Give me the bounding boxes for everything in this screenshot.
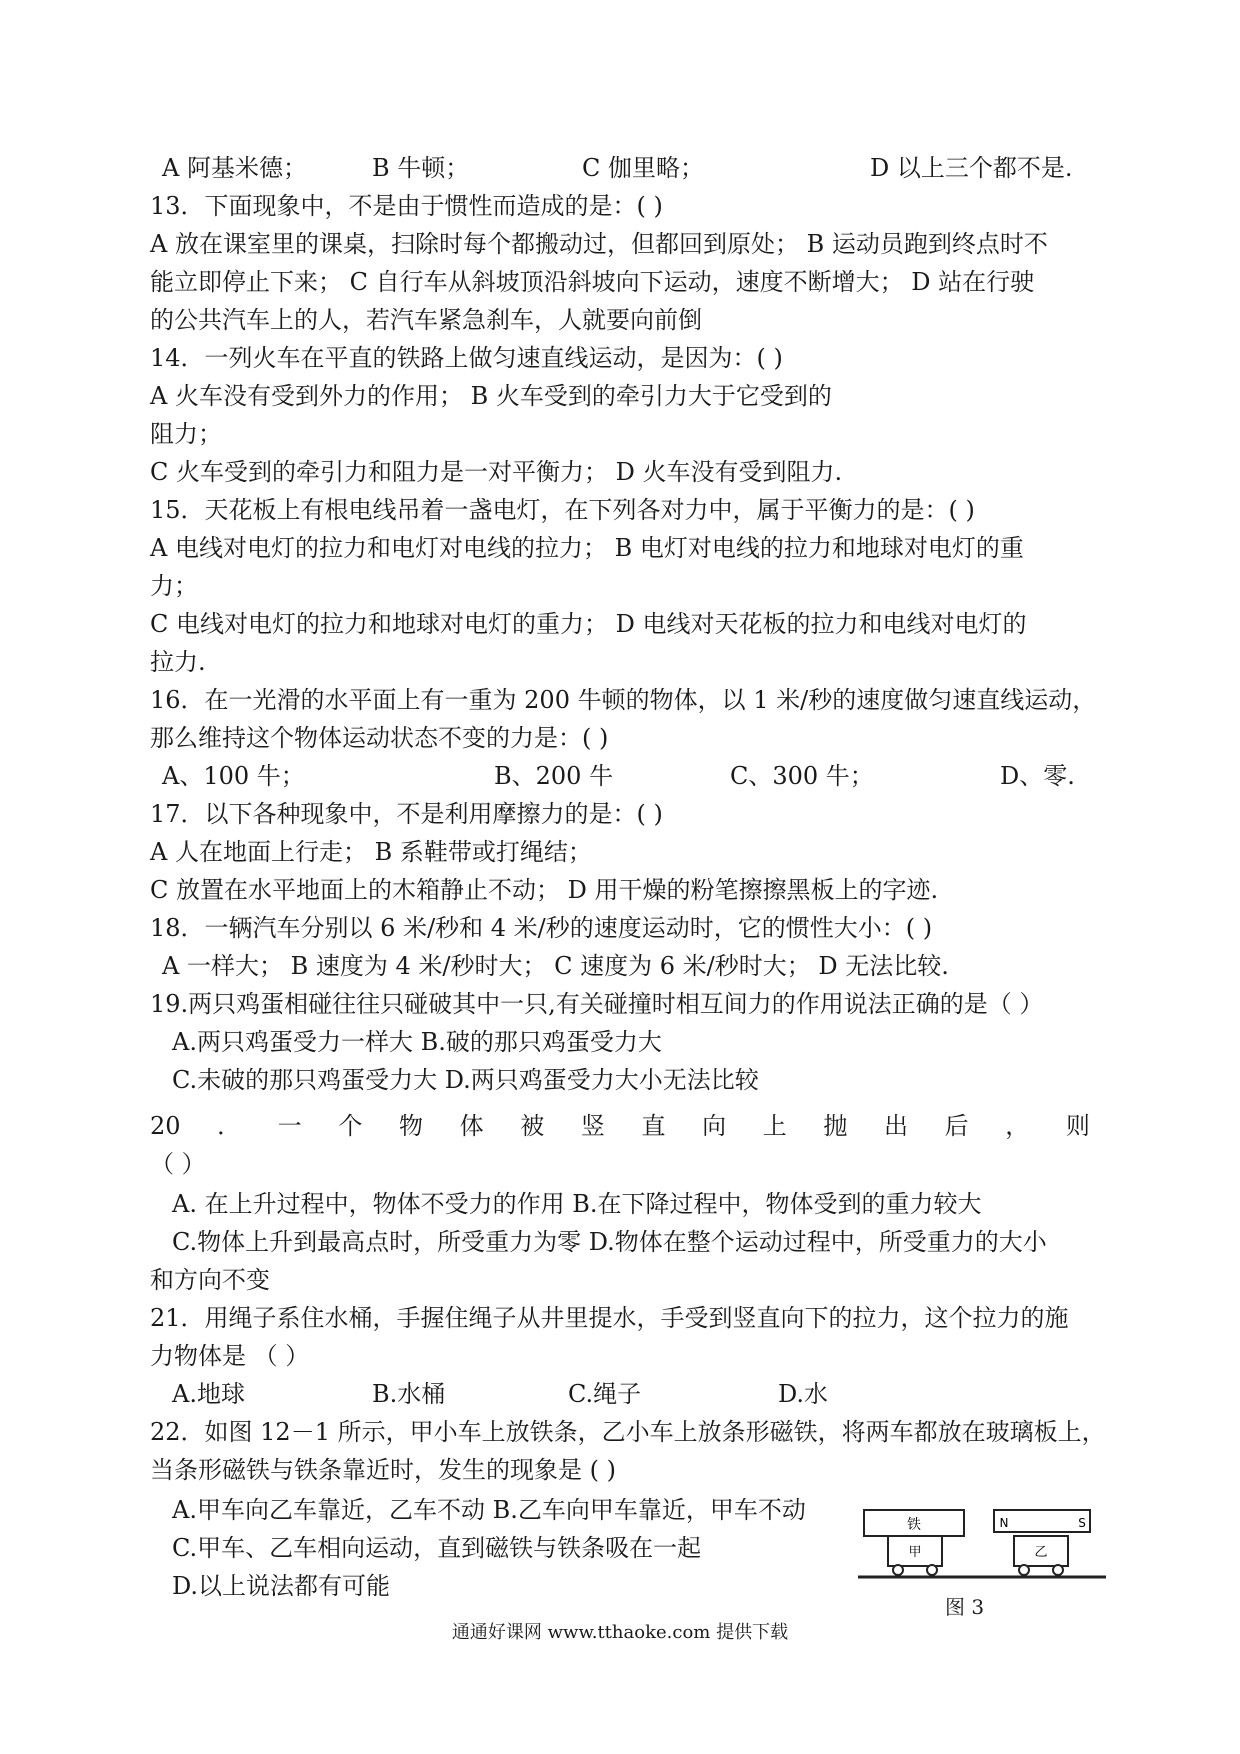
q22-line: D.以上说法都有可能 — [172, 1572, 391, 1600]
q22-line: 22．如图 12－1 所示，甲小车上放铁条，乙小车上放条形磁铁，将两车都放在玻璃板上， — [150, 1418, 1106, 1446]
q20-line: A. 在上升过程中，物体不受力的作用 B.在下降过程中，物体受到的重力较大 — [172, 1190, 982, 1218]
wheel — [893, 1565, 903, 1575]
q16-line: 那么维持这个物体运动状态不变的力是：( ) — [150, 724, 609, 752]
q17-line: C 放置在水平地面上的木箱静止不动； D 用干燥的粉笔擦擦黑板上的字迹. — [150, 876, 939, 904]
q19-line: C.未破的那只鸡蛋受力大 D.两只鸡蛋受力大小无法比较 — [172, 1066, 759, 1094]
q20-stem-char: 被 — [520, 1112, 545, 1140]
q12-option-c: C 伽里略； — [582, 154, 704, 182]
q20-stem — [150, 1108, 1090, 1144]
q20-stem-char: 抛 — [823, 1112, 848, 1140]
q20-stem-char: 向 — [702, 1112, 727, 1140]
q20-paren: （ ） — [150, 1150, 206, 1178]
q20-stem-char: 则 — [1065, 1112, 1090, 1140]
q14-line: C 火车受到的牵引力和阻力是一对平衡力； D 火车没有受到阻力. — [150, 458, 843, 486]
q21-option-b: B.水桶 — [372, 1380, 446, 1408]
q16-option-a: A、100 牛； — [162, 762, 305, 790]
q17-line: A 人在地面上行走； B 系鞋带或打绳结； — [150, 838, 592, 866]
q20-stem-char: 20 — [150, 1112, 181, 1140]
magnet-s-label: S — [1078, 1516, 1086, 1530]
q16-option-c: C、300 牛； — [730, 762, 874, 790]
wheel — [1053, 1565, 1063, 1575]
q16-option-d: D、零. — [1000, 762, 1075, 790]
q20-stem-char: 一 — [277, 1112, 302, 1140]
q20-line: 和方向不变 — [150, 1266, 270, 1294]
q12-option-b: B 牛顿； — [372, 154, 470, 182]
q15-line: 拉力. — [150, 648, 206, 676]
q18-stem: 18．一辆汽车分别以 6 米/秒和 4 米/秒的速度运动时，它的惯性大小：( ) — [150, 914, 933, 942]
wheel — [927, 1565, 937, 1575]
q20-stem-char: ， — [1005, 1112, 1030, 1140]
q20-stem-char: 上 — [762, 1112, 787, 1140]
q19-line: A.两只鸡蛋受力一样大 B.破的那只鸡蛋受力大 — [172, 1028, 662, 1056]
magnet-n-label: N — [999, 1516, 1009, 1530]
q22-line: C.甲车、乙车相向运动，直到磁铁与铁条吸在一起 — [172, 1534, 702, 1562]
q20-stem-char: 出 — [884, 1112, 909, 1140]
q17-stem: 17．以下各种现象中，不是利用摩擦力的是：( ) — [150, 800, 663, 828]
q22-line: A.甲车向乙车靠近，乙车不动 B.乙车向甲车靠近，甲车不动 — [172, 1496, 806, 1524]
cart-yi-label: 乙 — [1034, 1545, 1048, 1560]
q21-option-d: D.水 — [778, 1380, 829, 1408]
q12-option-a: A 阿基米德； — [162, 154, 307, 182]
q20-stem-char: 体 — [459, 1112, 484, 1140]
q21-option-c: C.绳子 — [568, 1380, 642, 1408]
q20-stem-char: 物 — [399, 1112, 424, 1140]
footer-text: 通通好课网 www.tthaoke.com 提供下载 — [451, 1622, 789, 1643]
figure-caption: 图 3 — [945, 1595, 985, 1619]
iron-bar-label: 铁 — [907, 1517, 921, 1533]
q13-stem: 13．下面现象中，不是由于惯性而造成的是：( ) — [150, 192, 663, 220]
q15-stem: 15．天花板上有根电线吊着一盏电灯，在下列各对力中，属于平衡力的是：( ) — [150, 496, 975, 524]
q14-stem: 14．一列火车在平直的铁路上做匀速直线运动，是因为：( ) — [150, 344, 783, 372]
q20-stem-char: 竖 — [580, 1112, 605, 1140]
q22-line: 当条形磁铁与铁条靠近时，发生的现象是 ( ) — [150, 1456, 616, 1484]
q13-line: 的公共汽车上的人，若汽车紧急刹车，人就要向前倒 — [150, 306, 702, 334]
q20-line: C.物体上升到最高点时，所受重力为零 D.物体在整个运动过程中，所受重力的大小 — [172, 1228, 1047, 1256]
cart-jia-label: 甲 — [908, 1545, 922, 1560]
q15-line: 力； — [150, 572, 198, 600]
q21-line: 力物体是 （ ） — [150, 1342, 310, 1370]
q13-line: 能立即停止下来； C 自行车从斜坡顶沿斜坡向下运动，速度不断增大； D 站在行驶 — [150, 268, 1035, 296]
q20-stem-char: ． — [217, 1112, 242, 1140]
q20-stem-char: 后 — [944, 1112, 969, 1140]
q21-option-a: A.地球 — [172, 1380, 245, 1408]
q15-line: A 电线对电灯的拉力和电灯对电线的拉力； B 电灯对电线的拉力和地球对电灯的重 — [150, 534, 1024, 562]
wheel — [1019, 1565, 1029, 1575]
q18-options: A 一样大； B 速度为 4 米/秒时大； C 速度为 6 米/秒时大； D 无法比较. — [162, 952, 949, 980]
q13-line: A 放在课室里的课桌，扫除时每个都搬动过，但都回到原处； B 运动员跑到终点时不 — [150, 230, 1048, 258]
q15-line: C 电线对电灯的拉力和地球对电灯的重力； D 电线对天花板的拉力和电线对电灯的 — [150, 610, 1027, 638]
q16-line: 16．在一光滑的水平面上有一重为 200 牛顿的物体，以 1 米/秒的速度做匀速直线运动， — [150, 686, 1097, 714]
q14-line: 阻力； — [150, 420, 222, 448]
q16-option-b: B、200 牛 — [494, 762, 614, 790]
q14-line: A 火车没有受到外力的作用； B 火车受到的牵引力大于它受到的 — [150, 382, 832, 410]
q21-line: 21．用绳子系住水桶，手握住绳子从井里提水，手受到竖直向下的拉力，这个拉力的施 — [150, 1304, 1069, 1332]
q20-stem-char: 直 — [641, 1112, 666, 1140]
q12-option-d: D 以上三个都不是. — [870, 154, 1073, 182]
q19-stem: 19.两只鸡蛋相碰往往只碰破其中一只,有关碰撞时相互间力的作用说法正确的是（ ） — [150, 990, 1044, 1018]
q20-stem-char: 个 — [338, 1112, 363, 1140]
